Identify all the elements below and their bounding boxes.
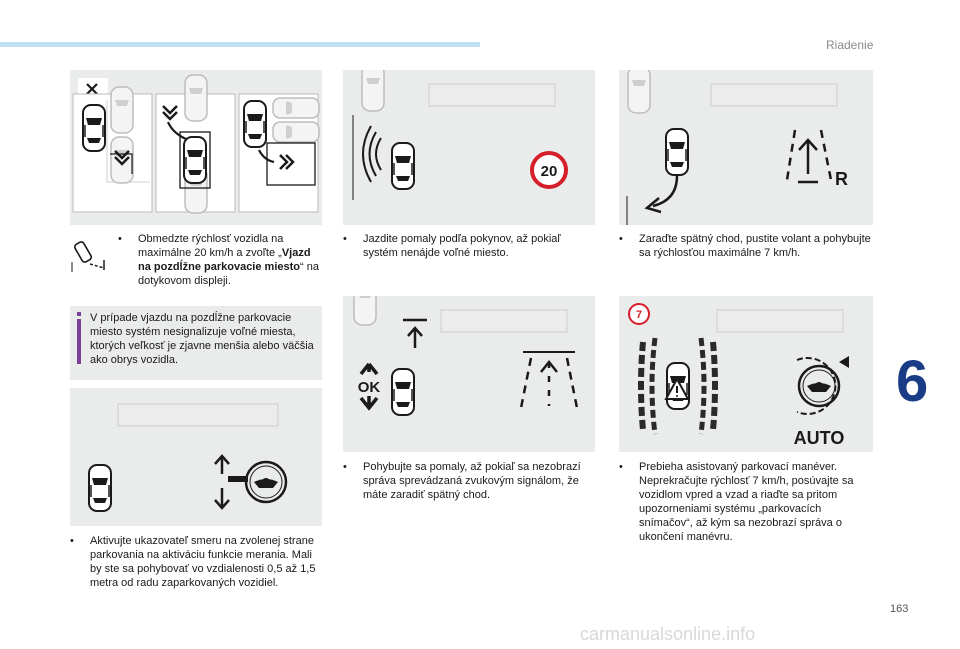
info-note bbox=[70, 306, 322, 380]
info-text: V prípade vjazdu na pozdĺžne parkovacie miesto systém nesignalizuje voľné miesta, ktorých veľkosť je zjavne menšia alebo väčšia ako obrys vozidla. bbox=[90, 312, 314, 366]
step-badge bbox=[629, 304, 649, 324]
page-number: 163 bbox=[890, 603, 909, 615]
step-reverse-message bbox=[343, 460, 595, 502]
step-engage-reverse bbox=[619, 232, 873, 260]
svg-text:AUTO: AUTO bbox=[793, 428, 845, 448]
step-text: Aktivujte ukazovateľ smeru na zvolenej strane parkovania na aktiváciu funkcie merania. Mali by ste sa pohybovať vo vzdialenosti 0,5 až 1,5 metra od radu zaparkovaných vozidiel. bbox=[90, 535, 316, 589]
bullet: • bbox=[343, 461, 347, 473]
bullet: • bbox=[118, 233, 122, 245]
step-text: Zaraďte spätný chod, pustite volant a pohybujte sa rýchlosťou maximálne 7 km/h. bbox=[639, 233, 871, 259]
illustration-reverse-gear bbox=[619, 70, 873, 225]
ok-guidance-icon bbox=[358, 364, 381, 408]
watermark: carmanualsonline.info bbox=[580, 624, 756, 644]
bullet: • bbox=[70, 535, 74, 547]
bullet: • bbox=[343, 233, 347, 245]
step-text: Prebieha asistovaný parkovací manéver. Neprekračujte rýchlosť 7 km/h, posúvajte sa vozidlom vpred a vzad a riaďte sa pritom upozorneniami systému „parkovacích snímačov“, až kým sa nezobrazí správa o ukončení manévru. bbox=[639, 461, 854, 543]
steering-wheel-icon bbox=[246, 462, 286, 502]
chapter-number: 6 bbox=[896, 349, 929, 414]
illustration-parking-mode-selection bbox=[70, 70, 322, 225]
sensor-waves-icon bbox=[363, 126, 381, 182]
step-text-pre: Obmedzte rýchlosť vozidla na maximálne 20 km/h a zvoľte „ bbox=[138, 233, 284, 259]
step-activate-indicator bbox=[70, 534, 322, 590]
svg-text:R: R bbox=[835, 169, 848, 189]
car-icon bbox=[244, 101, 266, 147]
step-text-bold: Vjazd na pozdĺžne parkovacie miesto bbox=[138, 247, 311, 273]
section-title: Riadenie bbox=[826, 38, 874, 52]
step-text-post: “ na dotykovom displeji. bbox=[138, 261, 319, 287]
car-icon bbox=[89, 465, 111, 511]
car-icon bbox=[184, 137, 206, 183]
svg-text:OK: OK bbox=[357, 379, 381, 396]
car-icon bbox=[392, 143, 414, 189]
bullet: • bbox=[619, 233, 623, 245]
info-icon bbox=[75, 312, 83, 364]
step-limit-speed bbox=[70, 232, 322, 288]
car-icon bbox=[83, 105, 105, 151]
reverse-guidance-icon bbox=[787, 130, 848, 189]
illustration-slot-scanning bbox=[343, 70, 595, 225]
forward-arrow-icon bbox=[403, 320, 427, 348]
auto-steering-icon bbox=[794, 356, 849, 448]
step-text: Jazdite pomaly podľa pokynov, až pokiaľ systém nenájde voľné miesto. bbox=[363, 233, 561, 259]
car-icon bbox=[666, 129, 688, 175]
speed-limit-sign bbox=[532, 153, 566, 187]
step-assisted-maneuver bbox=[619, 460, 873, 544]
svg-text:20: 20 bbox=[540, 163, 558, 180]
svg-text:7: 7 bbox=[635, 309, 643, 321]
step-text: Pohybujte sa pomaly, až pokiaľ sa nezobrazí správa sprevádzaná zvukovým signálom, že máte zaradiť spätný chod. bbox=[363, 461, 581, 501]
turn-signal-icon bbox=[215, 456, 229, 508]
parking-assist-icon bbox=[70, 238, 110, 274]
car-icon bbox=[392, 369, 414, 415]
step-drive-slowly bbox=[343, 232, 595, 260]
header-accent-bar bbox=[0, 42, 480, 47]
reverse-guidance-icon bbox=[521, 352, 577, 408]
illustration-assisted-maneuver bbox=[619, 296, 873, 452]
bullet: • bbox=[619, 461, 623, 473]
illustration-slot-found bbox=[343, 296, 595, 452]
illustration-indicator-activation bbox=[70, 388, 322, 526]
